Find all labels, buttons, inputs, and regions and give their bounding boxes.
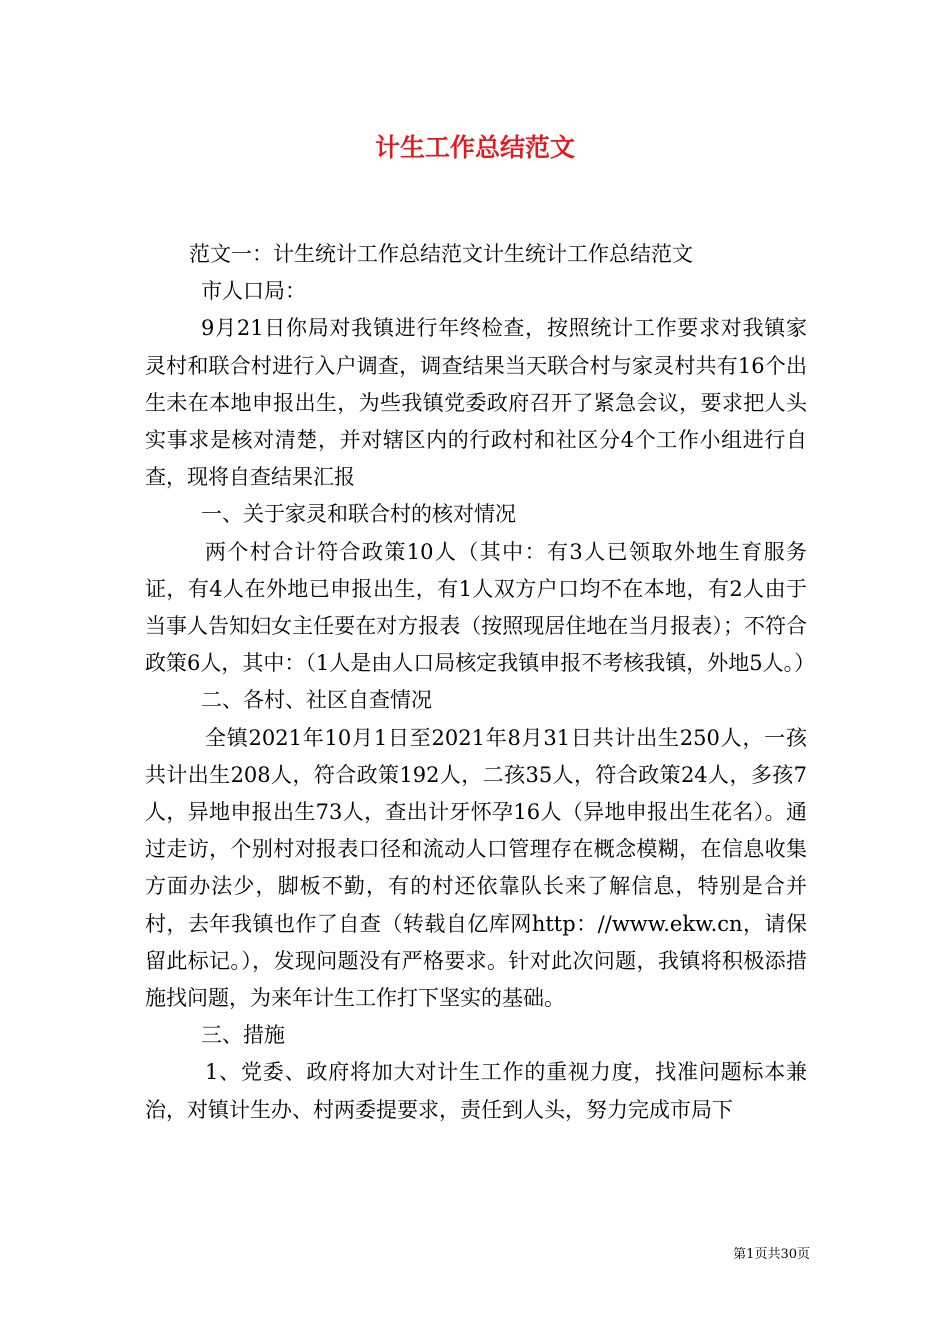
heading-section-3: 三、措施	[201, 1023, 285, 1048]
paragraph-salutation: 市人口局：	[201, 279, 306, 304]
heading-section-1: 一、关于家灵和联合村的核对情况	[201, 502, 516, 527]
paragraph-background: 9月21日你局对我镇进行年终检查，按照统计工作要求对我镇家灵村和联合村进行入户调查，调查结果当天联合村与家灵村共有16个出生未在本地申报出生，为些我镇党委政府召开了紧急会议，要求把人头实事求是核对清楚，并对辖区内的行政村和社区分4个工作小组进行自查，现将自查结果汇报	[145, 316, 807, 490]
page-number: 第1页共30页	[733, 1247, 810, 1262]
document-body	[145, 236, 816, 1129]
paragraph-section-1: 两个村合计符合政策10人（其中：有3人已领取外地生育服务证，有4人在外地已申报出生，有1人双方户口均不在本地，有2人由于当事人告知妇女主任要在对方报表（按照现居住地在当月报表）；不符合政策6人，其中：（1人是由人口局核定我镇申报不考核我镇，外地5人。）	[145, 539, 816, 676]
heading-section-2: 二、各村、社区自查情况	[201, 688, 432, 713]
document-title: 计生工作总结范文	[374, 133, 575, 162]
paragraph-intro: 范文一：计生统计工作总结范文计生统计工作总结范文	[189, 242, 693, 266]
paragraph-section-2: 全镇2021年10月1日至2021年8月31日共计出生250人，一孩共计出生208人，符合政策192人，二孩35人，符合政策24人，多孩7人，异地申报出生73人，查出计牙怀孕16人（异地申报出生花名）。通过走访，个别村对报表口径和流动人口管理存在概念模糊，在信息收集方面办法少，脚板不勤，有的村还依靠队长来了解信息，特别是合并村，去年我镇也作了自查（转载自亿库网http：//www.ekw.cn，请保留此标记。），发现问题没有严格要求。针对此次问题，我镇将积极添措施找问题，为来年计生工作打下坚实的基础。	[145, 725, 807, 1011]
paragraph-section-3: 1、党委、政府将加大对计生工作的重视力度，找准问题标本兼治，对镇计生办、村两委提要求，责任到人头，努力完成市局下	[145, 1060, 807, 1122]
